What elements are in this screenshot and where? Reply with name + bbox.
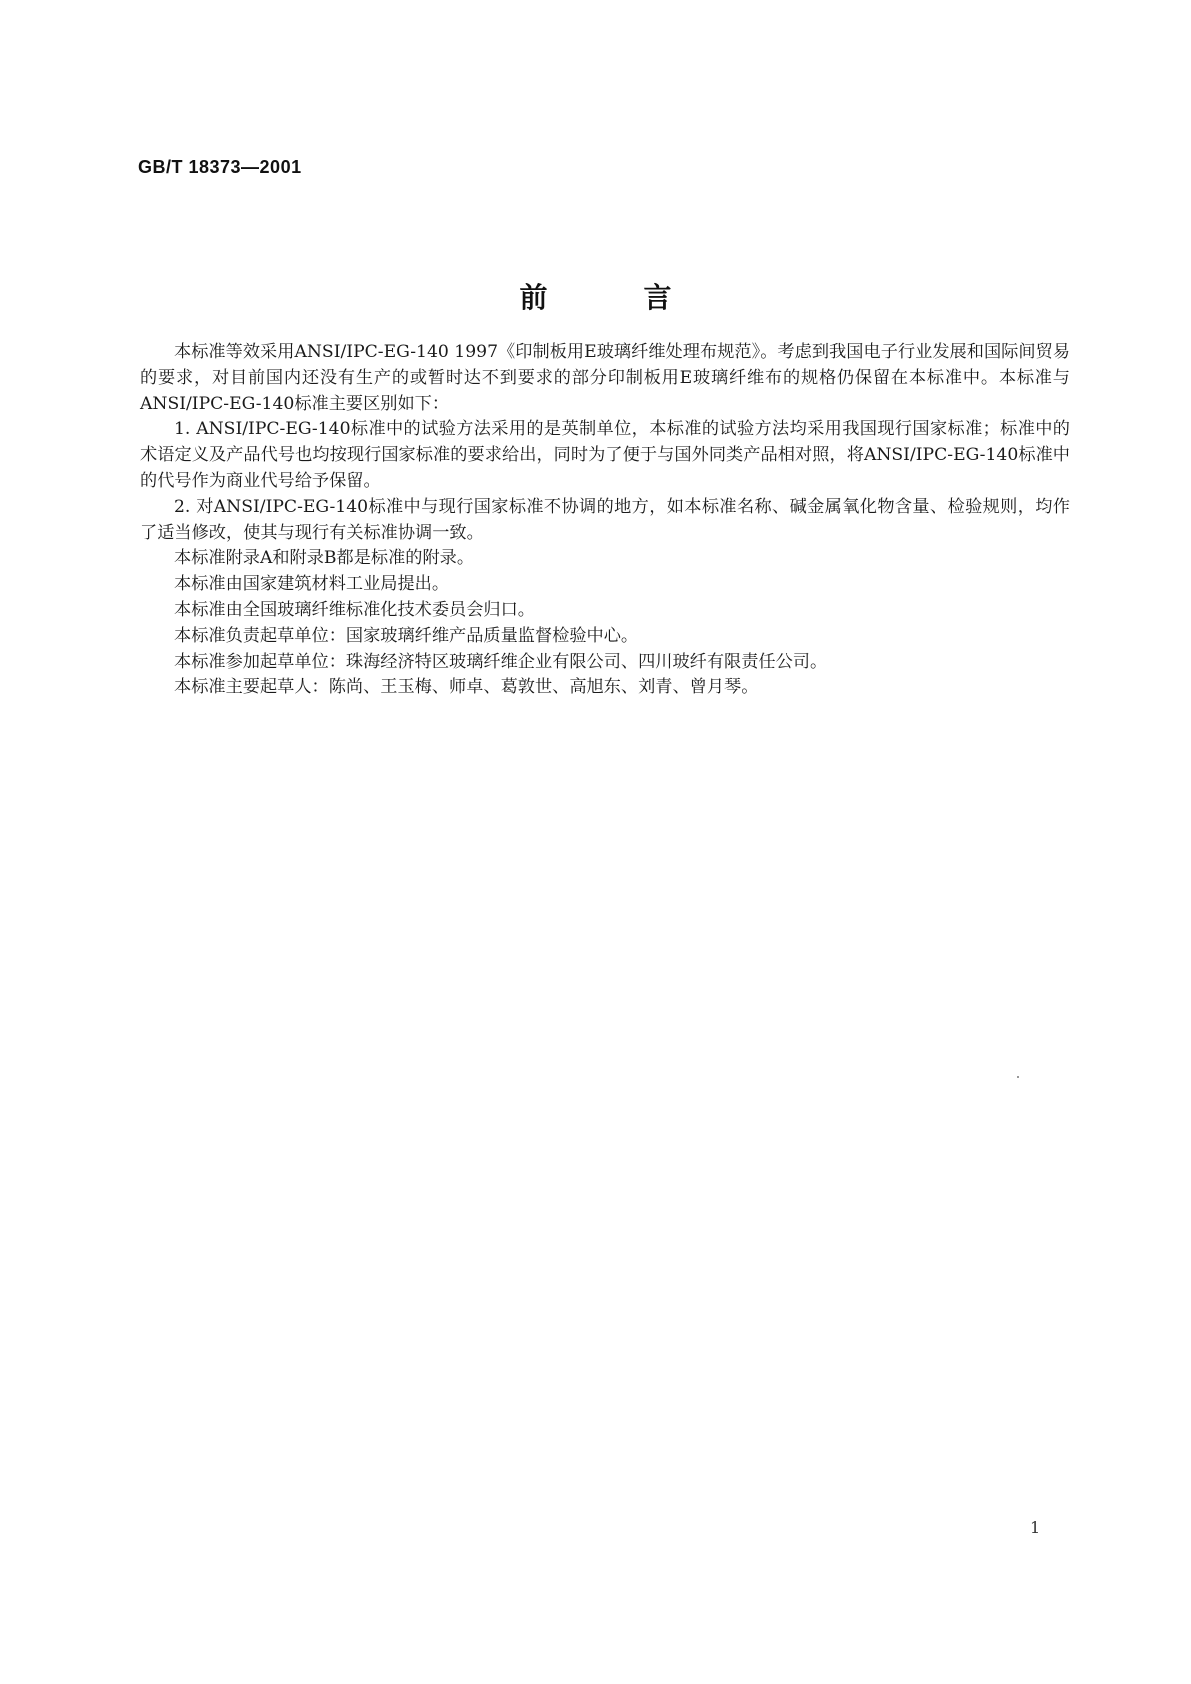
section-title: [0, 276, 1191, 316]
paragraph-intro: 本标准等效采用ANSI/IPC-EG-140 1997《印制板用E玻璃纤维处理布规范》。考虑到我国电子行业发展和国际间贸易的要求，对目前国内还没有生产的或暂时达不到要求的部分印制板用E玻璃纤维布的规格仍保留在本标准中。本标准与ANSI/IPC-EG-140标准主要区别如下：: [140, 342, 1070, 414]
paragraph-difference-2: 2. 对ANSI/IPC-EG-140标准中与现行国家标准不协调的地方，如本标准名称、碱金属氧化物含量、检验规则，均作了适当修改，使其与现行有关标准协调一致。: [140, 496, 1070, 543]
paragraph-proposer: 本标准由国家建筑材料工业局提出。: [174, 574, 450, 595]
section-title-char-1: 前: [519, 281, 548, 314]
paragraph-lead-drafter: 本标准负责起草单位：国家玻璃纤维产品质量监督检验中心。: [174, 625, 639, 646]
paragraph-main-drafters: 本标准主要起草人：陈尚、王玉梅、师卓、葛敦世、高旭东、刘青、曾月琴。: [174, 677, 759, 698]
standard-code: GB/T 18373—2001: [138, 157, 302, 177]
paragraph-participating-drafters: 本标准参加起草单位：珠海经济特区玻璃纤维企业有限公司、四川玻纤有限责任公司。: [174, 651, 828, 672]
paragraph-appendix: 本标准附录A和附录B都是标准的附录。: [174, 548, 475, 569]
section-title-char-2: 言: [643, 281, 672, 314]
paragraph-difference-1: 1. ANSI/IPC-EG-140标准中的试验方法采用的是英制单位，本标准的试验方法均采用我国现行国家标准；标准中的术语定义及产品代号也均按现行国家标准的要求给出，同时为了便于与国外同类产品相对照，将ANSI/IPC-EG-140标准中的代号作为商业代号给予保留。: [140, 419, 1070, 491]
foreword-body: [140, 340, 1070, 701]
page-number: 1: [1030, 1518, 1041, 1537]
paragraph-committee: 本标准由全国玻璃纤维标准化技术委员会归口。: [174, 599, 535, 620]
scan-speck: [1017, 1076, 1019, 1078]
